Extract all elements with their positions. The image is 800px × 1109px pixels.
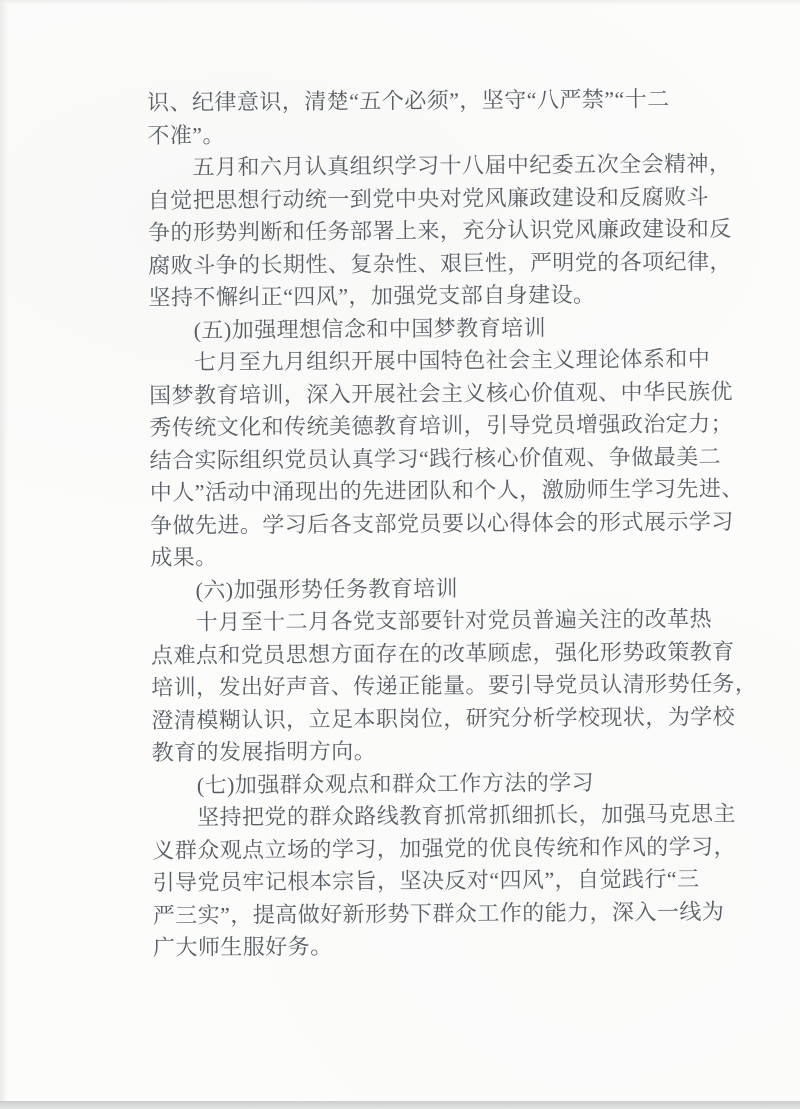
text-line: 教育的发展指明方向。	[151, 738, 377, 765]
text-line: 严三实”，提高做好新形势下群众工作的能力，深入一线为	[152, 898, 725, 928]
scan-left-edge	[0, 0, 8, 1109]
text-line: 广大师生服好务。	[152, 933, 333, 960]
text-line: 争做先进。学习后各支部党员要以心得体会的形式展示学习	[149, 508, 734, 538]
text-line: 不准”。	[147, 121, 225, 148]
text-line: 点难点和党员思想方面存在的改革顾虑，强化形势政策教育	[150, 638, 735, 668]
text-line: 国梦教育培训，深入开展社会主义核心价值观、中华民族优	[149, 378, 733, 408]
section-heading: (五)加强理想信念和中国梦教育培训	[193, 314, 547, 343]
text-line: 成果。	[150, 544, 218, 570]
text-line: 十月至十二月各党支部要针对党员普遍关注的改革热	[195, 606, 713, 635]
text-line: 秀传统文化和传统美德教育培训，引导党员增强政治定力；	[149, 410, 734, 440]
text-line: 坚持不懈纠正“四风”，加强党支部自身建设。	[148, 281, 596, 310]
text-line: 义群众观点立场的学习，加强党的优良传统和作风的学习，	[152, 833, 737, 863]
text-line: 七月至九月组织开展中国特色社会主义理论体系和中	[193, 346, 711, 375]
scan-top-edge	[0, 0, 800, 5]
text-line: 五月和六月认真组织学习十八届中纪委五次全会精神，	[192, 150, 732, 180]
text-line: 引导党员牢记根本宗旨，坚决反对“四风”，自觉践行“三	[152, 866, 700, 895]
scan-bottom-edge	[0, 1101, 800, 1109]
text-line: 中人”活动中涌现出的先进团队和个人，激励师生学习先进、	[149, 475, 744, 505]
text-line: 腐败斗争的长期性、复杂性、艰巨性，严明党的各项纪律，	[148, 248, 733, 278]
text-line: 培训，发出好声音、传递正能量。要引导党员认清形势任务，	[151, 670, 758, 700]
text-line: 坚持把党的群众路线教育抓常抓细抓长，加强马克思主	[197, 800, 736, 830]
document-body	[147, 83, 758, 964]
section-heading: (七)加强群众观点和群众工作方法的学习	[196, 769, 595, 798]
text-line: 争的形势判断和任务部署上来，充分认识党风廉政建设和反	[147, 215, 732, 245]
text-line: 识、纪律意识，清楚“五个必须”，坚守“八严禁”“十二	[147, 86, 670, 115]
section-heading: (六)加强形势任务教育培训	[195, 575, 459, 603]
text-line: 结合实际组织党员认真学习“践行核心价值观、争做最美二	[149, 443, 722, 473]
text-line: 澄清模糊认识，立足本职岗位，研究分析学校现状，为学校	[151, 703, 736, 733]
text-line: 自觉把思想行动统一到党中央对党风廉政建设和反腐败斗	[147, 183, 710, 213]
